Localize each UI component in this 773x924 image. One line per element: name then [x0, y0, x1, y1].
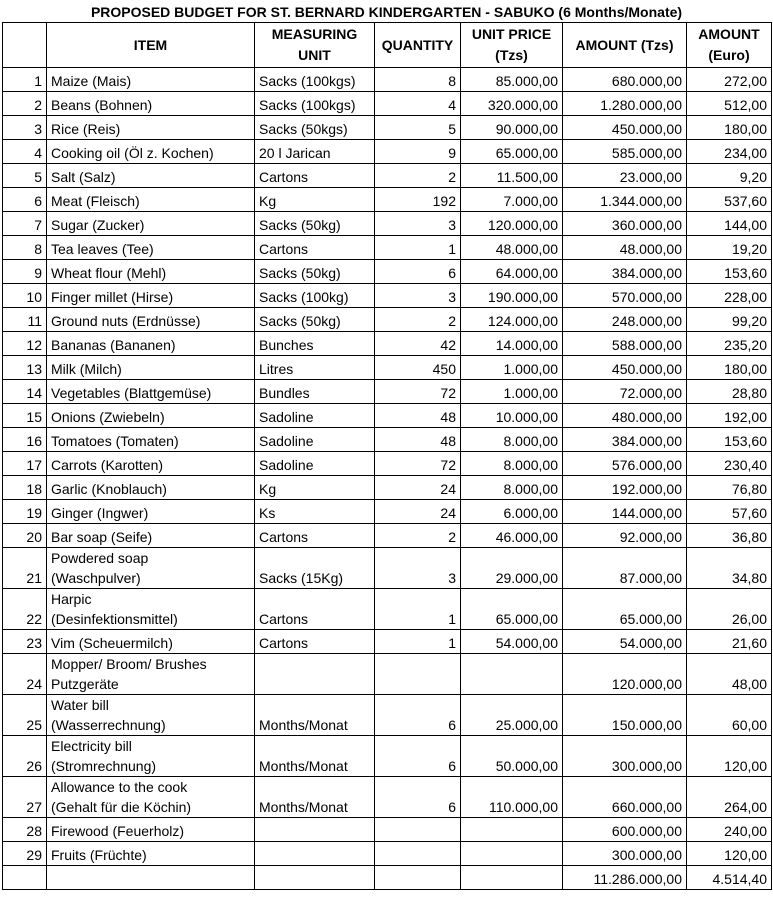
measuring-unit: Sacks (50kg)	[255, 308, 375, 332]
item-name: Vegetables (Blattgemüse)	[47, 380, 255, 404]
unit-price	[461, 818, 563, 842]
measuring-unit	[255, 818, 375, 842]
unit-price: 46.000,00	[461, 524, 563, 548]
quantity	[375, 818, 461, 842]
amount-eur: 264,00	[687, 777, 772, 818]
table-row	[3, 654, 772, 695]
amount-eur: 99,20	[687, 308, 772, 332]
item-name: Tomatoes (Tomaten)	[47, 428, 255, 452]
item-name: Tea leaves (Tee)	[47, 236, 255, 260]
row-number: 19	[3, 500, 47, 524]
quantity: 2	[375, 308, 461, 332]
row-number: 16	[3, 428, 47, 452]
unit-price	[461, 654, 563, 695]
amount-eur: 28,80	[687, 380, 772, 404]
unit-price: 8.000,00	[461, 428, 563, 452]
row-number: 8	[3, 236, 47, 260]
measuring-unit: Sadoline	[255, 452, 375, 476]
measuring-unit: Bunches	[255, 332, 375, 356]
page-title: PROPOSED BUDGET FOR ST. BERNARD KINDERGARTEN - SABUKO (6 Months/Monate)	[90, 4, 683, 20]
quantity: 1	[375, 589, 461, 630]
amount-eur: 230,40	[687, 452, 772, 476]
table-row	[3, 68, 772, 92]
unit-price: 190.000,00	[461, 284, 563, 308]
header-price-line2: (Tzs)	[495, 47, 528, 63]
amount-eur: 272,00	[687, 68, 772, 92]
row-number: 18	[3, 476, 47, 500]
measuring-unit: Cartons	[255, 524, 375, 548]
amount-tzs: 588.000,00	[563, 332, 687, 356]
item-name-line2: (Gehalt für die Köchin)	[51, 799, 192, 815]
measuring-unit: Bundles	[255, 380, 375, 404]
item-name-line2: (Stromrechnung)	[51, 758, 157, 774]
amount-tzs: 54.000,00	[563, 630, 687, 654]
table-row	[3, 818, 772, 842]
amount-eur: 120,00	[687, 842, 772, 866]
amount-tzs: 384.000,00	[563, 260, 687, 284]
quantity: 6	[375, 777, 461, 818]
item-name-line2: (Wasserrechnung)	[51, 717, 166, 733]
item-name: Salt (Salz)	[47, 164, 255, 188]
header-no	[3, 23, 47, 68]
amount-eur: 235,20	[687, 332, 772, 356]
table-row	[3, 308, 772, 332]
item-name: Rice (Reis)	[47, 116, 255, 140]
row-number: 5	[3, 164, 47, 188]
unit-price: 320.000,00	[461, 92, 563, 116]
amount-eur: 76,80	[687, 476, 772, 500]
unit-price: 54.000,00	[461, 630, 563, 654]
amount-tzs: 585.000,00	[563, 140, 687, 164]
table-row	[3, 500, 772, 524]
measuring-unit: Months/Monat	[255, 777, 375, 818]
amount-eur: 26,00	[687, 589, 772, 630]
measuring-unit	[255, 842, 375, 866]
table-row	[3, 332, 772, 356]
item-name: Beans (Bohnen)	[47, 92, 255, 116]
measuring-unit: Months/Monat	[255, 736, 375, 777]
amount-eur: 180,00	[687, 116, 772, 140]
measuring-unit: Kg	[255, 188, 375, 212]
row-number: 11	[3, 308, 47, 332]
unit-price: 6.000,00	[461, 500, 563, 524]
amount-tzs: 450.000,00	[563, 116, 687, 140]
item-name	[47, 654, 255, 695]
table-row	[3, 736, 772, 777]
table-row	[3, 356, 772, 380]
amount-eur: 537,60	[687, 188, 772, 212]
quantity: 72	[375, 380, 461, 404]
quantity: 6	[375, 260, 461, 284]
row-number: 28	[3, 818, 47, 842]
row-number: 27	[3, 777, 47, 818]
item-name: Carrots (Karotten)	[47, 452, 255, 476]
row-number: 4	[3, 140, 47, 164]
measuring-unit: Sacks (100kg)	[255, 284, 375, 308]
quantity	[375, 842, 461, 866]
quantity: 3	[375, 548, 461, 589]
amount-eur: 120,00	[687, 736, 772, 777]
item-name-line2: (Waschpulver)	[51, 570, 141, 586]
unit-price: 8.000,00	[461, 452, 563, 476]
table-row	[3, 842, 772, 866]
amount-tzs: 87.000,00	[563, 548, 687, 589]
table-row	[3, 284, 772, 308]
item-name: Fruits (Früchte)	[47, 842, 255, 866]
budget-table	[2, 22, 772, 890]
measuring-unit: Litres	[255, 356, 375, 380]
amount-eur: 234,00	[687, 140, 772, 164]
amount-eur: 180,00	[687, 356, 772, 380]
unit-price: 64.000,00	[461, 260, 563, 284]
amount-tzs: 1.280.000,00	[563, 92, 687, 116]
amount-tzs: 1.344.000,00	[563, 188, 687, 212]
unit-price: 11.500,00	[461, 164, 563, 188]
row-number: 7	[3, 212, 47, 236]
table-row	[3, 524, 772, 548]
item-name: Meat (Fleisch)	[47, 188, 255, 212]
amount-tzs: 300.000,00	[563, 842, 687, 866]
table-row	[3, 777, 772, 818]
measuring-unit: Cartons	[255, 589, 375, 630]
amount-eur: 60,00	[687, 695, 772, 736]
quantity: 8	[375, 68, 461, 92]
totals-blank	[3, 866, 47, 890]
row-number: 15	[3, 404, 47, 428]
table-row	[3, 260, 772, 284]
unit-price: 25.000,00	[461, 695, 563, 736]
measuring-unit: Cartons	[255, 236, 375, 260]
unit-price: 90.000,00	[461, 116, 563, 140]
table-row	[3, 212, 772, 236]
amount-eur: 57,60	[687, 500, 772, 524]
quantity: 48	[375, 404, 461, 428]
amount-eur: 144,00	[687, 212, 772, 236]
quantity: 24	[375, 476, 461, 500]
amount-tzs: 480.000,00	[563, 404, 687, 428]
item-name: Bar soap (Seife)	[47, 524, 255, 548]
amount-tzs: 23.000,00	[563, 164, 687, 188]
header-unit-line2: UNIT	[298, 47, 331, 63]
amount-eur: 240,00	[687, 818, 772, 842]
amount-eur: 512,00	[687, 92, 772, 116]
table-row	[3, 236, 772, 260]
quantity: 6	[375, 736, 461, 777]
quantity: 9	[375, 140, 461, 164]
unit-price: 50.000,00	[461, 736, 563, 777]
table-row	[3, 476, 772, 500]
header-amount-eur	[687, 23, 772, 68]
table-row	[3, 452, 772, 476]
measuring-unit: Sacks (50kgs)	[255, 116, 375, 140]
amount-eur: 153,60	[687, 428, 772, 452]
measuring-unit: Sacks (50kg)	[255, 260, 375, 284]
table-row	[3, 428, 772, 452]
row-number: 14	[3, 380, 47, 404]
quantity: 48	[375, 428, 461, 452]
row-number: 24	[3, 654, 47, 695]
amount-tzs: 48.000,00	[563, 236, 687, 260]
header-unit	[255, 23, 375, 68]
table-row	[3, 695, 772, 736]
row-number: 2	[3, 92, 47, 116]
item-name	[47, 777, 255, 818]
header-quantity: QUANTITY	[375, 23, 461, 68]
amount-tzs: 72.000,00	[563, 380, 687, 404]
quantity: 5	[375, 116, 461, 140]
item-name: Finger millet (Hirse)	[47, 284, 255, 308]
header-unit-price	[461, 23, 563, 68]
item-name-line1: Harpic	[51, 591, 92, 607]
table-row	[3, 404, 772, 428]
unit-price: 65.000,00	[461, 140, 563, 164]
item-name	[47, 548, 255, 589]
quantity: 1	[375, 236, 461, 260]
totals-blank	[47, 866, 255, 890]
table-row	[3, 92, 772, 116]
total-amount-eur: 4.514,40	[687, 866, 772, 890]
measuring-unit: Sacks (15Kg)	[255, 548, 375, 589]
row-number: 12	[3, 332, 47, 356]
item-name: Firewood (Feuerholz)	[47, 818, 255, 842]
unit-price: 120.000,00	[461, 212, 563, 236]
unit-price: 29.000,00	[461, 548, 563, 589]
table-row	[3, 630, 772, 654]
totals-row	[3, 866, 772, 890]
amount-tzs: 570.000,00	[563, 284, 687, 308]
amount-tzs: 384.000,00	[563, 428, 687, 452]
amount-tzs: 144.000,00	[563, 500, 687, 524]
amount-eur: 153,60	[687, 260, 772, 284]
header-amount-tzs: AMOUNT (Tzs)	[563, 23, 687, 68]
table-row	[3, 164, 772, 188]
table-row	[3, 116, 772, 140]
row-number: 1	[3, 68, 47, 92]
item-name-line2: (Desinfektionsmittel)	[51, 611, 178, 627]
quantity: 2	[375, 164, 461, 188]
row-number: 6	[3, 188, 47, 212]
table-row	[3, 589, 772, 630]
amount-eur: 192,00	[687, 404, 772, 428]
item-name: Vim (Scheuermilch)	[47, 630, 255, 654]
row-number: 10	[3, 284, 47, 308]
amount-eur: 9,20	[687, 164, 772, 188]
header-eur-line2: (Euro)	[708, 47, 750, 63]
quantity: 4	[375, 92, 461, 116]
unit-price: 85.000,00	[461, 68, 563, 92]
amount-tzs: 600.000,00	[563, 818, 687, 842]
item-name: Ground nuts (Erdnüsse)	[47, 308, 255, 332]
item-name	[47, 589, 255, 630]
unit-price: 48.000,00	[461, 236, 563, 260]
header-unit-line1: MEASURING	[271, 26, 358, 42]
table-body	[3, 68, 772, 866]
amount-eur: 34,80	[687, 548, 772, 589]
amount-tzs: 65.000,00	[563, 589, 687, 630]
row-number: 25	[3, 695, 47, 736]
row-number: 21	[3, 548, 47, 589]
unit-price: 8.000,00	[461, 476, 563, 500]
amount-tzs: 576.000,00	[563, 452, 687, 476]
unit-price	[461, 842, 563, 866]
item-name: Milk (Milch)	[47, 356, 255, 380]
totals-blank	[461, 866, 563, 890]
total-amount-tzs: 11.286.000,00	[563, 866, 687, 890]
item-name: Cooking oil (Öl z. Kochen)	[47, 140, 255, 164]
quantity: 6	[375, 695, 461, 736]
row-number: 17	[3, 452, 47, 476]
amount-tzs: 660.000,00	[563, 777, 687, 818]
amount-tzs: 150.000,00	[563, 695, 687, 736]
amount-eur: 19,20	[687, 236, 772, 260]
quantity: 192	[375, 188, 461, 212]
measuring-unit: Sacks (100kgs)	[255, 68, 375, 92]
item-name: Wheat flour (Mehl)	[47, 260, 255, 284]
measuring-unit: Cartons	[255, 164, 375, 188]
unit-price: 7.000,00	[461, 188, 563, 212]
amount-tzs: 192.000,00	[563, 476, 687, 500]
row-number: 22	[3, 589, 47, 630]
row-number: 23	[3, 630, 47, 654]
header-item: ITEM	[47, 23, 255, 68]
quantity: 450	[375, 356, 461, 380]
amount-tzs: 120.000,00	[563, 654, 687, 695]
row-number: 20	[3, 524, 47, 548]
measuring-unit: Sacks (50kg)	[255, 212, 375, 236]
table-row	[3, 140, 772, 164]
item-name: Onions (Zwiebeln)	[47, 404, 255, 428]
row-number: 3	[3, 116, 47, 140]
quantity: 72	[375, 452, 461, 476]
amount-eur: 36,80	[687, 524, 772, 548]
table-row	[3, 380, 772, 404]
table-row	[3, 548, 772, 589]
amount-tzs: 360.000,00	[563, 212, 687, 236]
item-name: Bananas (Bananen)	[47, 332, 255, 356]
unit-price: 65.000,00	[461, 589, 563, 630]
amount-eur: 48,00	[687, 654, 772, 695]
table-row	[3, 188, 772, 212]
amount-tzs: 92.000,00	[563, 524, 687, 548]
item-name-line1: Allowance to the cook	[51, 779, 188, 795]
item-name-line1: Powdered soap	[51, 550, 149, 566]
unit-price: 110.000,00	[461, 777, 563, 818]
quantity: 2	[375, 524, 461, 548]
amount-eur: 21,60	[687, 630, 772, 654]
amount-tzs: 300.000,00	[563, 736, 687, 777]
measuring-unit: Kg	[255, 476, 375, 500]
quantity: 3	[375, 212, 461, 236]
amount-eur: 228,00	[687, 284, 772, 308]
unit-price: 1.000,00	[461, 380, 563, 404]
header-row	[3, 23, 772, 68]
measuring-unit	[255, 654, 375, 695]
row-number: 9	[3, 260, 47, 284]
totals-blank	[255, 866, 375, 890]
amount-tzs: 450.000,00	[563, 356, 687, 380]
header-eur-line1: AMOUNT	[698, 26, 760, 42]
amount-tzs: 680.000,00	[563, 68, 687, 92]
measuring-unit: Months/Monat	[255, 695, 375, 736]
measuring-unit: 20 l Jarican	[255, 140, 375, 164]
item-name	[47, 695, 255, 736]
item-name	[47, 736, 255, 777]
quantity	[375, 654, 461, 695]
unit-price: 124.000,00	[461, 308, 563, 332]
measuring-unit: Sacks (100kgs)	[255, 92, 375, 116]
item-name-line2: Putzgeräte	[51, 676, 119, 692]
item-name: Sugar (Zucker)	[47, 212, 255, 236]
row-number: 26	[3, 736, 47, 777]
measuring-unit: Sadoline	[255, 404, 375, 428]
quantity: 3	[375, 284, 461, 308]
quantity: 42	[375, 332, 461, 356]
header-price-line1: UNIT PRICE	[471, 26, 552, 42]
quantity: 24	[375, 500, 461, 524]
row-number: 29	[3, 842, 47, 866]
measuring-unit: Ks	[255, 500, 375, 524]
item-name-line1: Mopper/ Broom/ Brushes	[51, 656, 207, 672]
unit-price: 1.000,00	[461, 356, 563, 380]
item-name: Garlic (Knoblauch)	[47, 476, 255, 500]
item-name-line1: Electricity bill	[51, 738, 132, 754]
measuring-unit: Sadoline	[255, 428, 375, 452]
item-name: Ginger (Ingwer)	[47, 500, 255, 524]
unit-price: 14.000,00	[461, 332, 563, 356]
quantity: 1	[375, 630, 461, 654]
item-name: Maize (Mais)	[47, 68, 255, 92]
unit-price: 10.000,00	[461, 404, 563, 428]
row-number: 13	[3, 356, 47, 380]
measuring-unit: Cartons	[255, 630, 375, 654]
item-name-line1: Water bill	[51, 697, 109, 713]
totals-blank	[375, 866, 461, 890]
amount-tzs: 248.000,00	[563, 308, 687, 332]
